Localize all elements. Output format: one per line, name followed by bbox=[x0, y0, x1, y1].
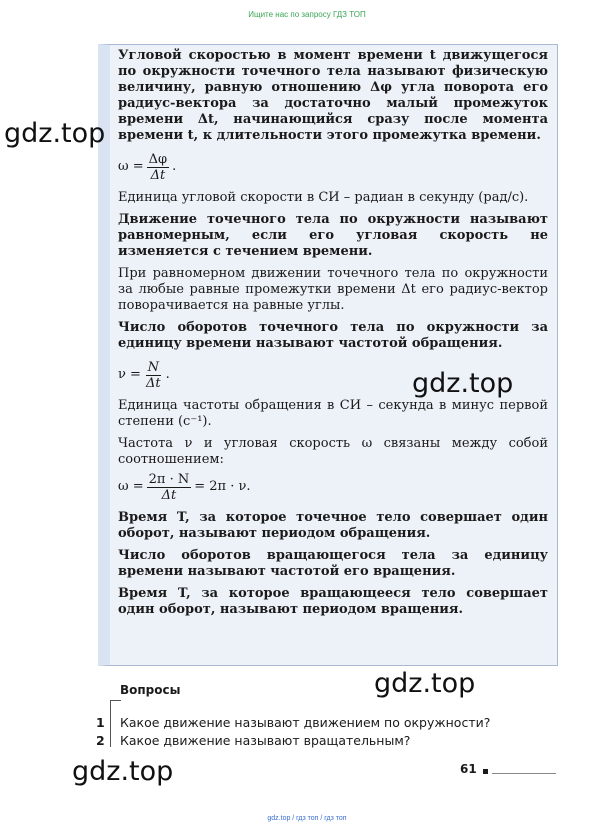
question-item bbox=[96, 715, 490, 730]
unit-frequency: Единица частоты обращения в СИ – секунда в минус первой степени (с⁻¹). bbox=[118, 398, 548, 429]
question-item bbox=[96, 733, 410, 748]
question-text: Какое движение называют вращательным? bbox=[119, 733, 411, 748]
page-number: 61 bbox=[460, 762, 477, 776]
watermark: gdz.top bbox=[4, 118, 106, 149]
fraction-denominator: Δt bbox=[150, 167, 166, 183]
fraction-numerator: N bbox=[147, 359, 159, 375]
relation-text: Частота ν и угловая скорость ω связаны между собой соотношением: bbox=[118, 436, 548, 467]
watermark: gdz.top bbox=[72, 756, 174, 787]
formula-tail: . bbox=[165, 367, 170, 382]
question-number: 1 bbox=[96, 715, 105, 730]
fraction bbox=[144, 360, 163, 391]
textbook-content bbox=[118, 48, 548, 624]
unit-angular-velocity: Единица угловой скорости в СИ – радиан в секунду (рад/с). bbox=[118, 190, 529, 205]
definition-uniform-motion: Движение точечного тела по окружности называют равномерным, если его угловая скорость не изменяется с течением времени. bbox=[118, 212, 548, 259]
definition-rotation-frequency: Число оборотов вращающегося тела за единицу времени называют частотой его вращения. bbox=[118, 548, 548, 579]
fraction bbox=[147, 152, 170, 183]
question-number: 2 bbox=[96, 733, 105, 748]
uniform-motion-property: При равномерном движении точечного тела по окружности за любые равные промежутки времени Δt его радиус-вектор поворачивается на равные углы. bbox=[118, 266, 548, 313]
fraction-numerator: 2π · N bbox=[148, 471, 190, 487]
formula-lhs: ν = bbox=[118, 367, 141, 382]
page-marker bbox=[483, 769, 488, 774]
formula-tail: . bbox=[172, 159, 177, 174]
question-text: Какое движение называют движением по окружности? bbox=[119, 715, 491, 730]
formula-angular-velocity bbox=[118, 150, 548, 184]
definition-angular-velocity: Угловой скоростью в момент времени t движущегося по окружности точечного тела называют физическую величину, равную отношению Δφ угла поворота его радиус-вектора за достаточно малый промежуток времени Δt, начинающийся сразу после момента времени t, к длительности этого промежутка времени. bbox=[118, 48, 548, 143]
fraction bbox=[147, 472, 192, 503]
formula-tail: = 2π · ν. bbox=[194, 479, 251, 494]
footer-link[interactable]: gdz.top / гдз топ / гдз топ bbox=[267, 815, 347, 822]
definition-period: Время T, за которое точечное тело совершает один оборот, называют периодом обращения. bbox=[118, 510, 548, 541]
formula-lhs: ω = bbox=[118, 479, 144, 494]
formula-lhs: ω = bbox=[118, 159, 144, 174]
definition-rotation-period: Время T, за которое вращающееся тело совершает один оборот, называют периодом вращения. bbox=[118, 586, 548, 617]
fraction-denominator: Δt bbox=[145, 375, 161, 391]
fraction-numerator: Δφ bbox=[148, 151, 168, 167]
fraction-denominator: Δt bbox=[161, 487, 177, 503]
definition-frequency: Число оборотов точечного тела по окружности за единицу времени называют частотой обращения. bbox=[118, 320, 548, 351]
questions-heading: Вопросы bbox=[120, 683, 181, 697]
watermark: gdz.top bbox=[374, 668, 476, 699]
watermark: gdz.top bbox=[412, 368, 514, 399]
formula-relation bbox=[118, 470, 548, 504]
header-link[interactable]: Ищите нас по запросу ГДЗ ТОП bbox=[248, 10, 366, 19]
page-rule bbox=[492, 773, 556, 774]
